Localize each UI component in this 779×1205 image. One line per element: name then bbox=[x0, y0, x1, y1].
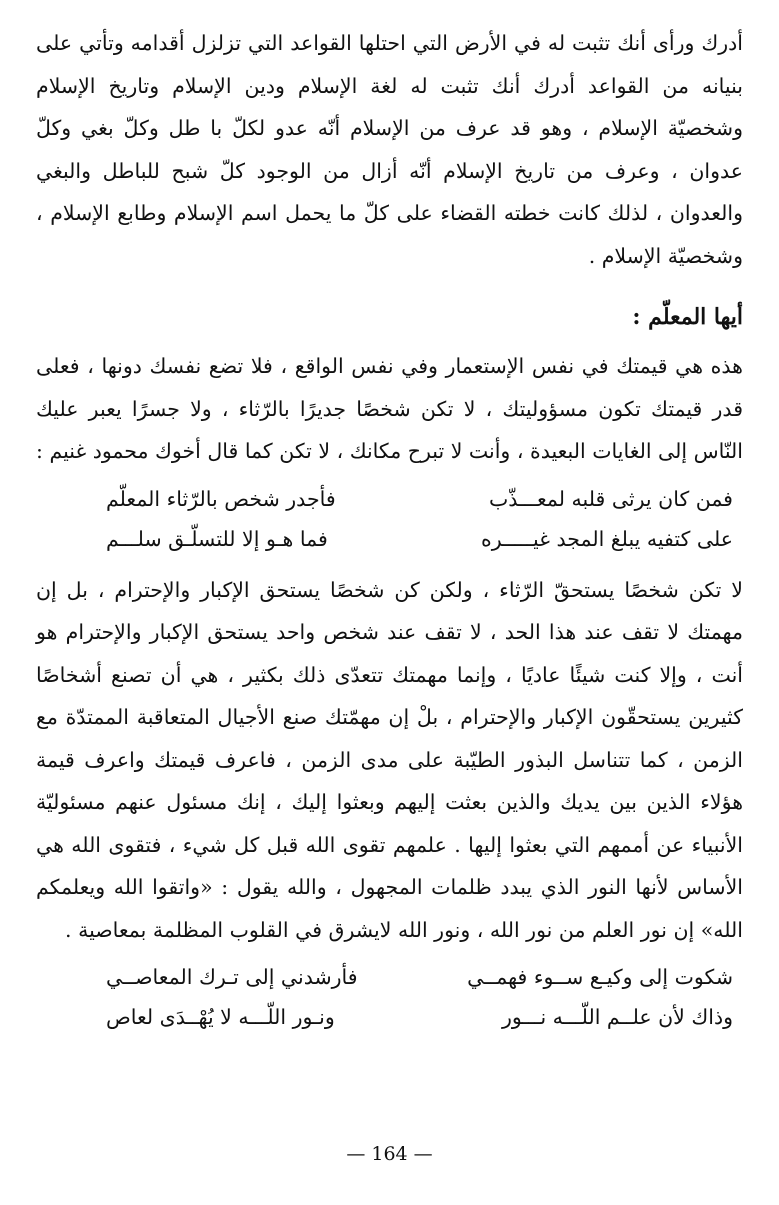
verse-second-hemistich: فأجدر شخص بالرّثاء المعلّم bbox=[106, 486, 336, 511]
book-page bbox=[36, 22, 743, 1205]
poem-waki bbox=[36, 957, 743, 1037]
intro-paragraph: أدرك ورأى أنك تثبت له في الأرض التي احتلها القواعد التي تزلزل أقدامه وتأتي على بنيانه من القواعد أدرك أنك تثبت له لغة الإسلام ودين الإسلام وتاريخ الإسلام وشخصيّة الإسلام ، وهو قد عرف من الإسلام أنّه عدو لكلّ با طل وكلّ بغي وكلّ عدوان ، وعرف من تاريخ الإسلام أنّه أزال من الوجود كلّ شبح للباطل والبغي والعدوان ، لذلك كانت خطته القضاء على كلّ ما يحمل اسم الإسلام وطابع الإسلام ، وشخصيّة الإسلام . bbox=[36, 31, 743, 268]
poem-verse bbox=[106, 519, 733, 559]
verse-first-hemistich: وذاك لأن علــم اللّـــه نـــور bbox=[501, 1005, 733, 1029]
verse-second-hemistich: ونـور اللّـــه لا يُهْــدَى لعاص bbox=[106, 1005, 335, 1029]
verse-second-hemistich: فما هـو إلا للتسلّـق سلـــم bbox=[106, 526, 328, 551]
poem-verse bbox=[106, 997, 733, 1037]
poem-mahmoud-ghoneim bbox=[36, 479, 743, 559]
teacher-paragraph: هذه هي قيمتك في نفس الإستعمار وفي نفس الواقع ، فلا تضع نفسك دونها ، فعلى قدر قيمتك تكون مسؤوليتك ، لا تكن شخصًا جديرًا بالرّثاء ، ولا جسرًا يعبر عليك النّاس إلى الغايات البعيدة ، وأنت لا تبرح مكانك ، لا تكن كما قال أخوك محمود غنيم : bbox=[36, 354, 743, 463]
verse-second-hemistich: فأرشدني إلى تـرك المعاصــي bbox=[106, 965, 358, 989]
section-heading: أيها المعلّم : bbox=[632, 304, 743, 330]
page-number: — 164 — bbox=[346, 1143, 433, 1165]
verse-first-hemistich: فمن كان يرثى قلبه لمعـــذّب bbox=[488, 486, 733, 511]
verse-first-hemistich: شكوت إلى وكيـع ســوء فهمــي bbox=[467, 965, 733, 989]
verse-first-hemistich: على كتفيه يبلغ المجد غيـــــره bbox=[480, 526, 733, 551]
poem-verse bbox=[106, 479, 733, 519]
poem-verse bbox=[106, 957, 733, 997]
main-paragraph: لا تكن شخصًا يستحقّ الرّثاء ، ولكن كن شخصًا يستحق الإكبار والإحترام ، بل إن مهمتك لا تقف عند هذا الحد ، لا تقف عند شخص واحد يستحق الإكبار والإحترام هو أنت ، وإلا كنت شيئًا عاديًا ، وإنما مهمتك تتعدّى ذلك بكثير ، هي أن تصنع أشخاصًا كثيرين يستحقّون الإكبار والإحترام ، بلْ إن مهمّتك صنع الأجيال المتعاقبة الممتدّة مع الزمن ، كما تتناسل البذور الطيّبة على مدى الزمن ، فاعرف قيمتك واعرف قيمة هؤلاء الذين بين يديك والذين بعثت إليهم وبعثوا إليك ، إنك مسئول عنهم مسئوليّة الأنبياء عن أممهم التي بعثوا إليها . علمهم تقوى الله قبل كل شيء ، فتقوى الله هي الأساس لأنها النور الذي يبدد ظلمات المجهول ، والله يقول : «واتقوا الله ويعلمكم الله» إن نور العلم من نور الله ، ونور الله لايشرق في القلوب المظلمة بمعاصية . bbox=[36, 577, 743, 942]
